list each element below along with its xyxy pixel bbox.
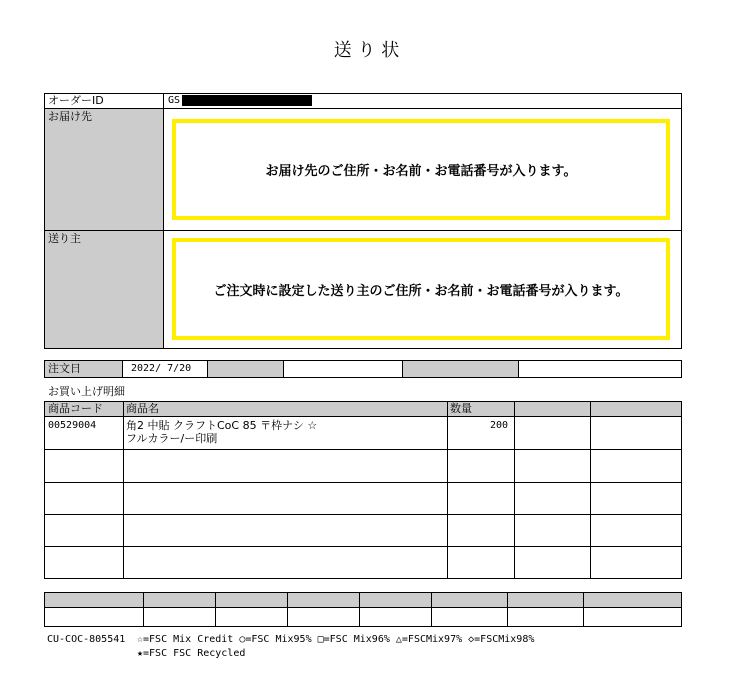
- sender-label: 送り主: [48, 232, 81, 245]
- sender-placeholder-text: ご注文時に設定した送り主のご住所・お名前・お電話番号が入ります。: [213, 283, 629, 299]
- header-quantity: 数量: [450, 402, 472, 415]
- summary-mid-line: [44, 607, 682, 608]
- order-date-gray-cell-2: [403, 361, 518, 377]
- details-row-line-1: [44, 449, 682, 450]
- item-code: 00529004: [48, 420, 97, 431]
- header-product-name: 商品名: [126, 402, 159, 415]
- summary-col-7: [583, 592, 584, 627]
- frame-right-line: [681, 93, 682, 349]
- ship-to-label-bg: [45, 109, 163, 230]
- summary-top-line: [44, 592, 682, 593]
- item-name-line2: フルカラー/ー印刷: [126, 432, 218, 445]
- sender-label-bg: [45, 231, 163, 348]
- summary-col-3: [287, 592, 288, 627]
- summary-col-2: [215, 592, 216, 627]
- summary-header-bg: [45, 593, 681, 607]
- details-row-line-2: [44, 482, 682, 483]
- label-column-divider: [163, 93, 164, 349]
- ship-to-address-box: [172, 119, 670, 220]
- summary-col-6: [507, 592, 508, 627]
- details-row-line-4: [44, 546, 682, 547]
- summary-col-5: [431, 592, 432, 627]
- order-date-label: 注文日: [48, 362, 81, 375]
- fsc-legend-line1: ☆=FSC Mix Credit ○=FSC Mix95% □=FSC Mix96% △=FSCMix97% ◇=FSCMix98%: [137, 634, 535, 645]
- fsc-legend-line2: ★=FSC FSC Recycled: [137, 648, 246, 659]
- ship-to-label: お届け先: [48, 110, 92, 123]
- order-date-divider-5: [518, 360, 519, 378]
- details-col-line-3: [514, 401, 515, 579]
- frame-bottom-line: [44, 348, 682, 349]
- header-product-code: 商品コード: [48, 402, 103, 415]
- redacted-order-id: [182, 95, 312, 106]
- order-date-gray-cell-1: [208, 361, 283, 377]
- details-header-line: [44, 416, 682, 417]
- summary-col-0: [44, 592, 45, 627]
- summary-col-1: [143, 592, 144, 627]
- order-date-divider-1: [122, 360, 123, 378]
- summary-bottom-line: [44, 626, 682, 627]
- coc-number: CU-COC-805541: [47, 634, 126, 645]
- details-row-line-3: [44, 514, 682, 515]
- item-quantity: 200: [489, 420, 508, 431]
- order-date-divider-3: [283, 360, 284, 378]
- ship-to-placeholder-text: お届け先のご住所・お名前・お電話番号が入ります。: [265, 164, 577, 179]
- details-label: お買い上げ明細: [48, 386, 125, 398]
- details-col-line-4: [590, 401, 591, 579]
- details-col-line-5: [681, 401, 682, 579]
- summary-col-8: [681, 592, 682, 627]
- summary-col-4: [359, 592, 360, 627]
- sender-address-box: [172, 238, 670, 340]
- order-id-prefix: GS: [168, 95, 181, 106]
- order-id-label: オーダーID: [48, 94, 104, 107]
- order-date-value: 2022/ 7/20: [131, 363, 192, 374]
- document-title: 送 り 状: [333, 40, 400, 61]
- item-name-line1: 角2 中貼 クラフトCoC 85 〒枠ナシ ☆: [126, 419, 318, 432]
- details-bottom-line: [44, 578, 682, 579]
- details-top-line: [44, 401, 682, 402]
